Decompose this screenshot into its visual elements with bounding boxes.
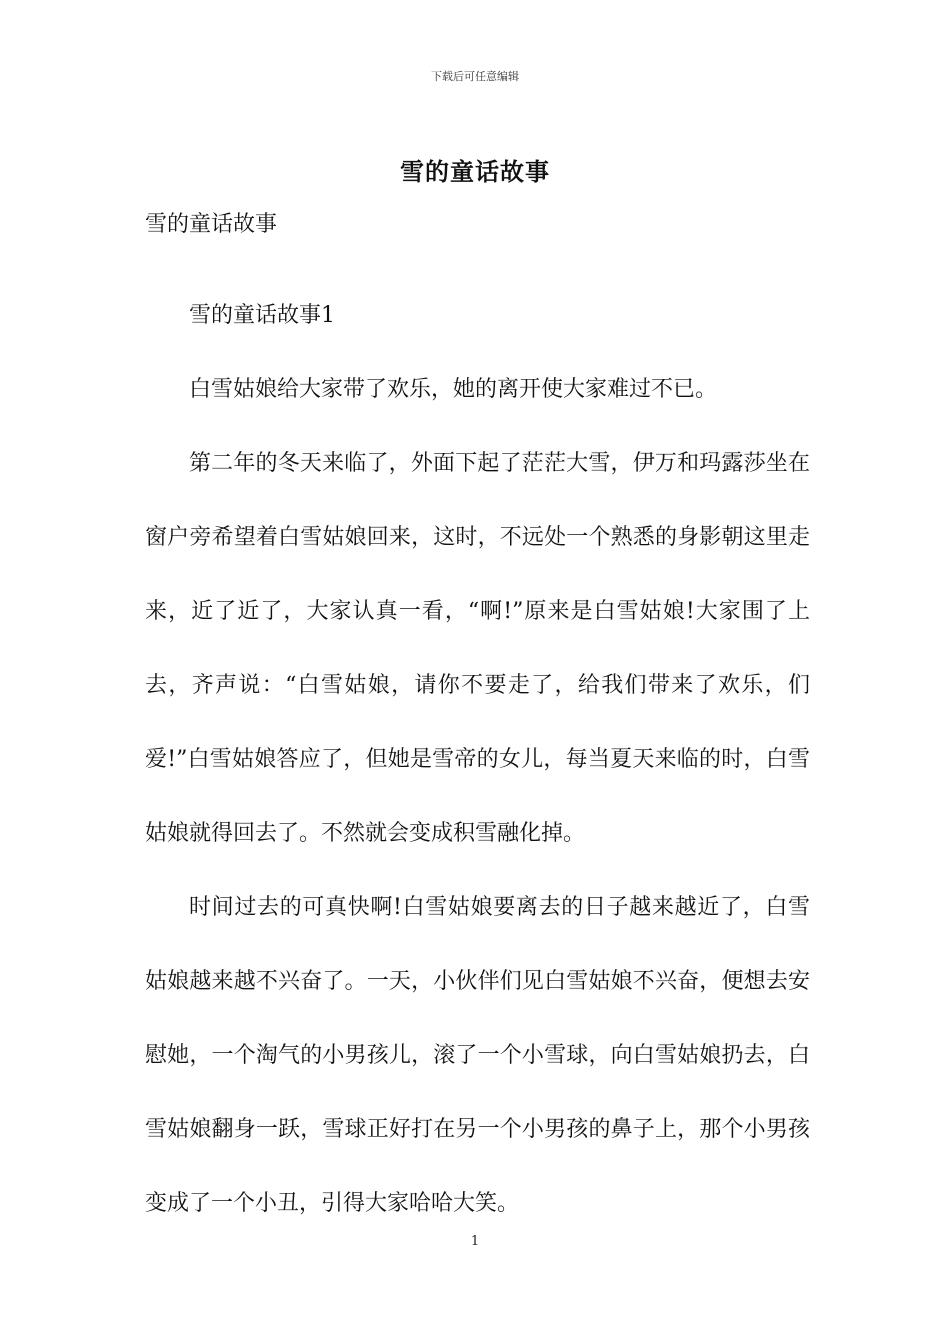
document-title: 雪的童话故事 xyxy=(400,157,550,186)
paragraph: 白雪姑娘给大家带了欢乐，她的离开使大家难过不已。 xyxy=(189,377,718,402)
paragraph: 时间过去的可真快啊!白雪姑娘要离去的日子越来越近了，白雪姑娘越来越不兴奋了。一天，小伙伴们见白雪姑娘不兴奋，便想去安慰她，一个淘气的小男孩儿，滚了一个小雪球，向白雪姑娘扔去，白雪姑娘翻身一跃，雪球正好打在另一个小男孩的鼻子上，那个小男孩变成了一个小丑，引得大家哈哈大笑。 xyxy=(145,895,810,1216)
section-heading: 雪的童话故事1 xyxy=(189,303,335,328)
header-note: 下载后可任意编辑 xyxy=(431,70,519,83)
page-number: 1 xyxy=(470,1234,480,1249)
paragraph: 第二年的冬天来临了，外面下起了茫茫大雪，伊万和玛露莎坐在窗户旁希望着白雪姑娘回来，这时，不远处一个熟悉的身影朝这里走来，近了近了，大家认真一看，“啊!”原来是白雪姑娘!大家围了上去，齐声说：“白雪姑娘，请你不要走了，给我们带来了欢乐，们爱!”白雪姑娘答应了，但她是雪帝的女儿，每当夏天来临的时，白雪姑娘就得回去了。不然就会变成积雪融化掉。 xyxy=(145,451,810,846)
document-subtitle: 雪的童话故事 xyxy=(145,212,278,237)
document-body xyxy=(145,205,810,1241)
